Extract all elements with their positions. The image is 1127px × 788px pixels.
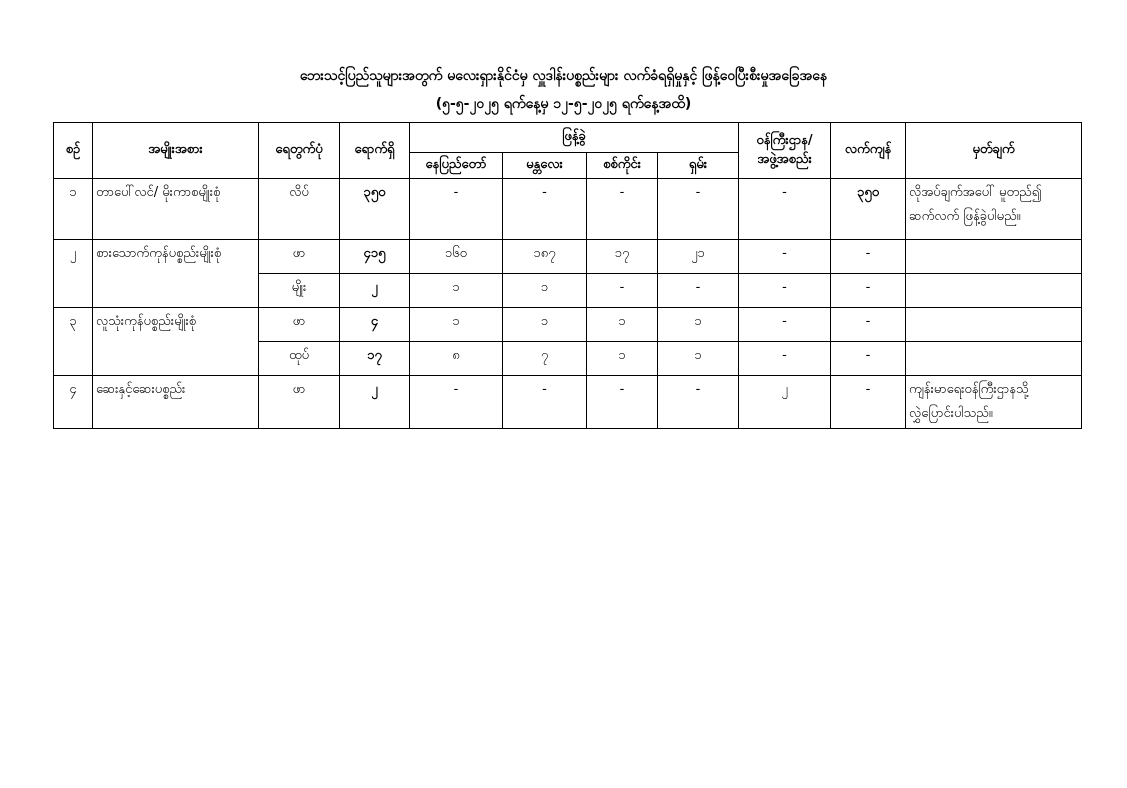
cell-received: ၁၇ [340,342,410,376]
header-remarks: မှတ်ချက် [906,123,1082,179]
distribution-table [53,122,1082,429]
cell-mandalay: - [503,376,587,429]
document-title: ဘေးသင့်ပြည်သူများအတွက် မလေးရှားနိုင်ငံမှ လှူဒါန်းပစ္စည်းများ လက်ခံရရှိမှုနှင့် ဖြန့်ဝေပြီးစီးမှုအခြေအနေ [299,68,828,84]
cell-ministry: - [739,240,831,274]
cell-remaining: - [831,308,906,342]
cell-type: ဆေးနှင့်ဆေးပစ္စည်း [93,376,259,429]
cell-sagaing: ၁ [587,308,658,342]
table-row [54,179,1082,240]
cell-no: ၃ [54,308,93,376]
cell-received: ၂ [340,376,410,429]
header-row-1 [54,123,1082,153]
table-row [54,376,1082,429]
cell-naypyitaw: ၁ [410,308,503,342]
cell-remarks: ကျန်းမာရေးဝန်ကြီးဌာနသို့ လွှဲပြောင်းပါသည်။ [906,376,1082,429]
cell-ministry: - [739,342,831,376]
cell-remaining: - [831,342,906,376]
cell-remaining: - [831,376,906,429]
cell-mandalay: - [503,179,587,240]
cell-mandalay: ၁၈၇ [503,240,587,274]
header-naypyitaw: နေပြည်တော် [410,153,503,179]
header-remaining: လက်ကျန် [831,123,906,179]
cell-ministry: - [739,179,831,240]
cell-received: ၄၁၅ [340,240,410,274]
cell-no: ၁ [54,179,93,240]
header-no: စဉ် [54,123,93,179]
cell-sagaing: ၁ [587,342,658,376]
cell-sagaing: ၁၇ [587,240,658,274]
header-shan: ရှမ်း [658,153,739,179]
cell-type: တာပေါ်လင်/ မိုးကာစမျိုးစုံ [93,179,259,240]
cell-type: စားသောက်ကုန်ပစ္စည်းမျိုးစုံ [93,240,259,308]
cell-shan: - [658,274,739,308]
cell-mandalay: ၇ [503,342,587,376]
cell-shan: ၁ [658,342,739,376]
header-type: အမျိုးအစား [93,123,259,179]
cell-mandalay: ၁ [503,308,587,342]
cell-naypyitaw: - [410,376,503,429]
cell-remarks [906,240,1082,274]
cell-unit: ဖာ [259,240,340,274]
cell-received: ၂ [340,274,410,308]
cell-shan: ၁ [658,308,739,342]
header-unit: ရေတွက်ပုံ [259,123,340,179]
header-mandalay: မန္တလေး [503,153,587,179]
cell-naypyitaw: - [410,179,503,240]
cell-remarks [906,342,1082,376]
cell-ministry: ၂ [739,376,831,429]
cell-unit: လိပ် [259,179,340,240]
cell-naypyitaw: ၈ [410,342,503,376]
cell-unit: ဖာ [259,308,340,342]
cell-received: ၃၅၀ [340,179,410,240]
cell-sagaing: - [587,274,658,308]
cell-unit: မျိုး [259,274,340,308]
cell-received: ၄ [340,308,410,342]
cell-unit: ဖာ [259,376,340,429]
cell-no: ၂ [54,240,93,308]
cell-remaining: - [831,240,906,274]
cell-remarks: လိုအပ်ချက်အပေါ် မူတည်၍ ဆက်လက် ဖြန့်ခွဲပါမည်။ [906,179,1082,240]
cell-ministry: - [739,274,831,308]
table-row [54,308,1082,342]
cell-unit: ထုပ် [259,342,340,376]
cell-type: လူသုံးကုန်ပစ္စည်းမျိုးစုံ [93,308,259,376]
cell-naypyitaw: ၁၆၀ [410,240,503,274]
table-row [54,240,1082,274]
cell-shan: - [658,179,739,240]
cell-sagaing: - [587,376,658,429]
cell-shan: - [658,376,739,429]
cell-remaining: ၃၅၀ [831,179,906,240]
cell-remarks [906,274,1082,308]
cell-ministry: - [739,308,831,342]
cell-remarks [906,308,1082,342]
cell-mandalay: ၁ [503,274,587,308]
header-sagaing: စစ်ကိုင်း [587,153,658,179]
document-subtitle-date-range: (၅-၅-၂၀၂၅ ရက်နေ့မှ ၁၂-၅-၂၀၂၅ ရက်နေ့အထိ) [435,96,692,112]
cell-naypyitaw: ၁ [410,274,503,308]
cell-shan: ၂၁ [658,240,739,274]
header-distributed: ဖြန့်ခွဲ [410,123,739,153]
cell-remaining: - [831,274,906,308]
cell-sagaing: - [587,179,658,240]
header-received: ရောက်ရှိ [340,123,410,179]
cell-no: ၄ [54,376,93,429]
header-ministry: ဝန်ကြီးဌာန/ အဖွဲ့အစည်း [739,123,831,179]
